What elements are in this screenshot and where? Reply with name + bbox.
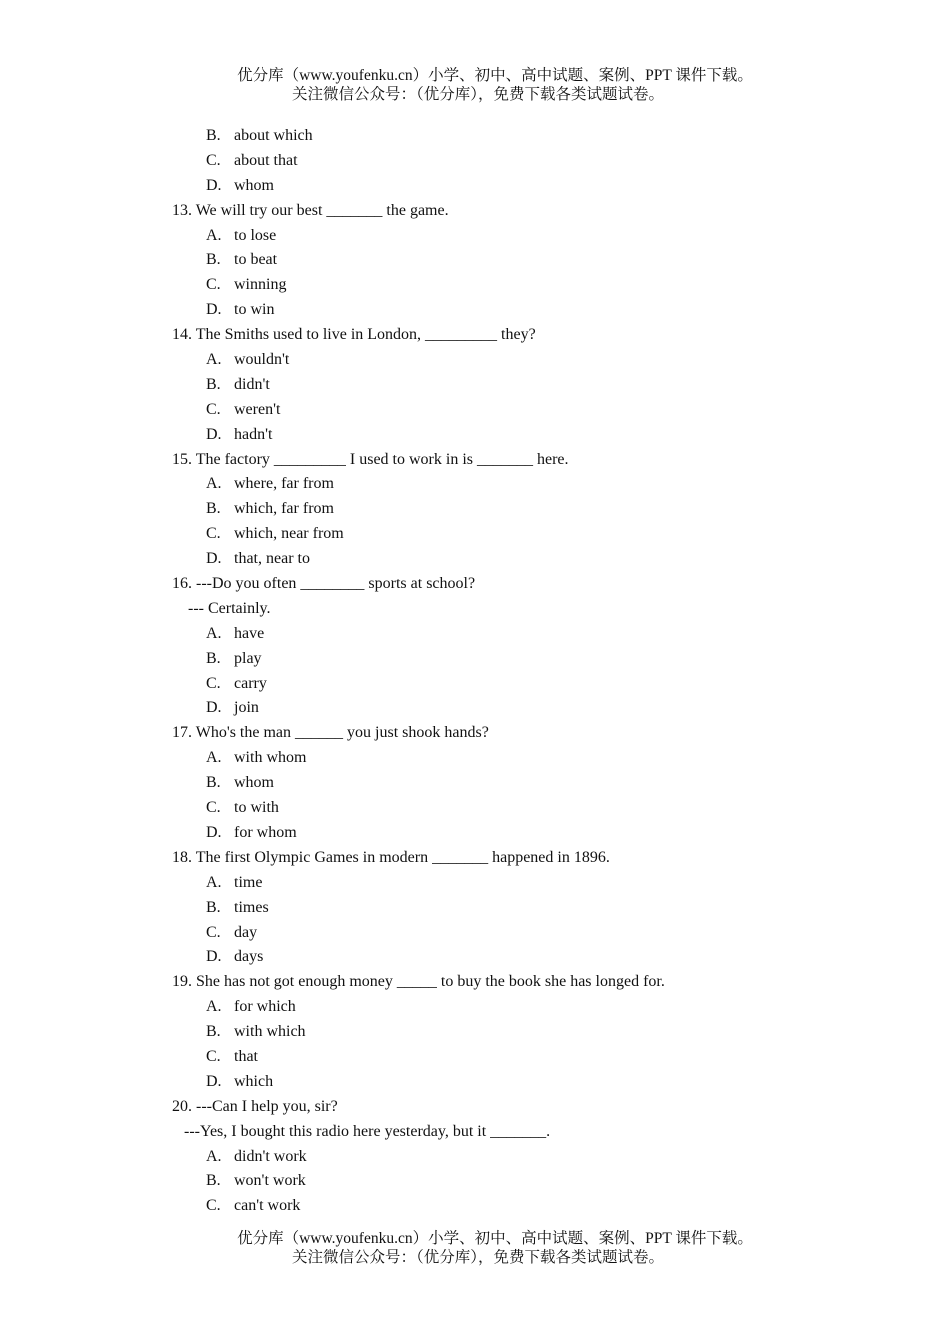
page-footer <box>0 1229 950 1267</box>
option-item <box>0 423 950 448</box>
option-item <box>0 746 950 771</box>
option-letter: C. <box>206 799 221 817</box>
option-letter: D. <box>206 823 222 841</box>
question-20-stem: 20. ---Can I help you, sir? <box>172 1097 338 1115</box>
option-item <box>0 921 950 946</box>
option-text: with which <box>234 1023 306 1041</box>
option-text: weren't <box>234 400 281 418</box>
option-item <box>0 1070 950 1095</box>
option-text: days <box>234 948 264 966</box>
option-letter: C. <box>206 1197 221 1215</box>
option-text: winning <box>234 276 287 294</box>
option-text: to with <box>234 799 279 817</box>
option-letter: C. <box>206 923 221 941</box>
option-item <box>0 896 950 921</box>
option-letter: D. <box>206 1072 222 1090</box>
option-letter: B. <box>206 774 221 792</box>
option-letter: C. <box>206 674 221 692</box>
option-item <box>0 547 950 572</box>
option-item <box>0 622 950 647</box>
option-letter: C. <box>206 151 221 169</box>
question-17-stem: 17. Who's the man ______ you just shook hands? <box>172 724 489 742</box>
question-14-stem: 14. The Smiths used to live in London, _________ they? <box>172 326 536 344</box>
option-text: hadn't <box>234 425 273 443</box>
option-item <box>0 995 950 1020</box>
question-16-stem: 16. ---Do you often ________ sports at school? <box>172 575 476 593</box>
option-letter: C. <box>206 1047 221 1065</box>
option-item <box>0 696 950 721</box>
option-item <box>0 1169 950 1194</box>
question-20-reply: ---Yes, I bought this radio here yesterday, but it _______. <box>184 1122 551 1140</box>
option-text: to beat <box>234 251 278 269</box>
question-19-stem: 19. She has not got enough money _____ to buy the book she has longed for. <box>172 973 665 991</box>
option-text: carry <box>234 674 267 692</box>
option-text: which, far from <box>234 500 334 518</box>
option-item <box>0 497 950 522</box>
option-item <box>0 771 950 796</box>
option-item <box>0 522 950 547</box>
option-letter: B. <box>206 500 221 518</box>
option-text: play <box>234 649 262 667</box>
option-item <box>0 871 950 896</box>
option-text: about which <box>234 127 313 144</box>
option-letter: C. <box>206 276 221 294</box>
option-text: whom <box>234 176 274 194</box>
option-item <box>0 373 950 398</box>
option-letter: A. <box>206 998 222 1016</box>
option-text: about that <box>234 151 298 169</box>
option-letter: C. <box>206 400 221 418</box>
option-item <box>0 224 950 249</box>
question-18-stem: 18. The first Olympic Games in modern _______ happened in 1896. <box>172 848 610 866</box>
header-line-2: 关注微信公众号：（优分库），免费下载各类试题试卷。 <box>291 86 664 103</box>
option-letter: A. <box>206 749 222 767</box>
option-item <box>0 1020 950 1045</box>
option-item <box>0 348 950 373</box>
option-text: didn't work <box>234 1147 307 1165</box>
option-text: that <box>234 1047 258 1065</box>
header-line-1: 优分库（www.youfenku.cn）小学、初中、高中试题、案例、PPT 课件下载。 <box>237 67 753 84</box>
option-item <box>0 472 950 497</box>
option-item <box>0 298 950 323</box>
option-item <box>0 1145 950 1170</box>
option-letter: B. <box>206 898 221 916</box>
option-text: times <box>234 898 269 916</box>
option-item <box>0 821 950 846</box>
option-letter: A. <box>206 351 222 369</box>
option-text: day <box>234 923 258 941</box>
option-text: won't work <box>234 1172 306 1190</box>
option-text: that, near to <box>234 550 310 568</box>
option-text: to win <box>234 301 275 319</box>
option-item <box>0 124 950 149</box>
option-text: didn't <box>234 375 270 393</box>
option-letter: B. <box>206 375 221 393</box>
page-header <box>0 66 950 104</box>
option-letter: D. <box>206 425 222 443</box>
option-item <box>0 248 950 273</box>
option-item <box>0 273 950 298</box>
option-letter: A. <box>206 475 222 493</box>
option-item <box>0 672 950 697</box>
option-letter: A. <box>206 226 222 244</box>
option-text: can't work <box>234 1197 301 1215</box>
option-letter: D. <box>206 301 222 319</box>
option-text: to lose <box>234 226 277 244</box>
option-item <box>0 398 950 423</box>
option-text: time <box>234 873 263 891</box>
option-item <box>0 1194 950 1219</box>
option-letter: A. <box>206 1147 222 1165</box>
option-letter: B. <box>206 1023 221 1041</box>
question-16-reply: --- Certainly. <box>188 599 271 617</box>
option-text: join <box>234 699 259 717</box>
option-letter: B. <box>206 1172 221 1190</box>
option-text: have <box>234 624 265 642</box>
option-letter: B. <box>206 251 221 269</box>
option-item <box>0 1045 950 1070</box>
option-text: whom <box>234 774 274 792</box>
option-letter: A. <box>206 873 222 891</box>
option-letter: B. <box>206 127 221 144</box>
option-item <box>0 796 950 821</box>
option-letter: D. <box>206 550 222 568</box>
option-letter: C. <box>206 525 221 543</box>
footer-line-2: 关注微信公众号：（优分库），免费下载各类试题试卷。 <box>291 1249 664 1266</box>
question-list <box>0 124 950 1219</box>
option-letter: D. <box>206 699 222 717</box>
option-item <box>0 174 950 199</box>
option-item <box>0 647 950 672</box>
option-text: wouldn't <box>234 351 290 369</box>
option-text: with whom <box>234 749 307 767</box>
option-text: for whom <box>234 823 297 841</box>
option-text: which <box>234 1072 274 1090</box>
option-letter: D. <box>206 176 222 194</box>
option-item <box>0 149 950 174</box>
option-item <box>0 945 950 970</box>
option-text: which, near from <box>234 525 344 543</box>
option-text: where, far from <box>234 475 334 493</box>
option-text: for which <box>234 998 296 1016</box>
footer-line-1: 优分库（www.youfenku.cn）小学、初中、高中试题、案例、PPT 课件下载。 <box>237 1230 753 1247</box>
option-letter: A. <box>206 624 222 642</box>
question-13-stem: 13. We will try our best _______ the game. <box>172 201 449 219</box>
option-letter: D. <box>206 948 222 966</box>
question-15-stem: 15. The factory _________ I used to work in is _______ here. <box>172 450 569 468</box>
option-letter: B. <box>206 649 221 667</box>
